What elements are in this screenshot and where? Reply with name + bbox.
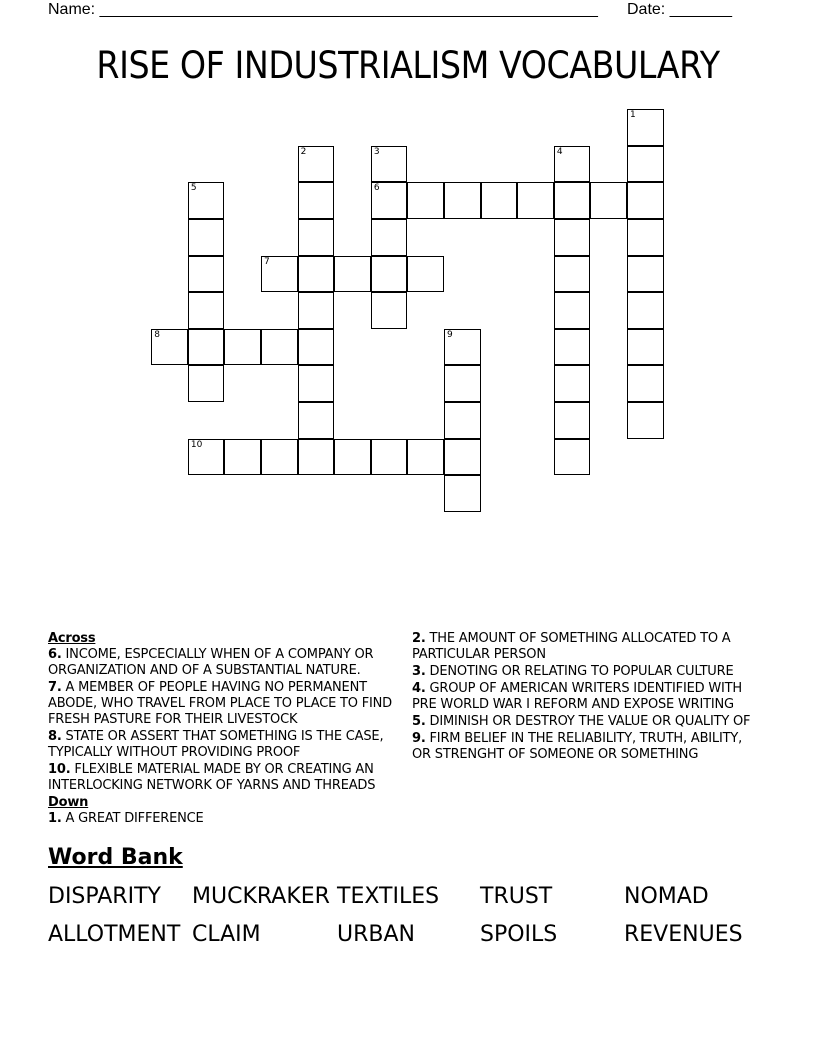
crossword-cell[interactable] [627,219,664,256]
crossword-cell[interactable] [151,329,188,366]
crossword-cell[interactable] [554,146,591,183]
clue-number: 6 [373,183,380,194]
crossword-cell[interactable] [371,292,408,329]
crossword-cell[interactable] [554,219,591,256]
crossword-cell[interactable] [444,475,481,512]
down-heading: Down [48,795,89,810]
word-bank-item: NOMAD [624,884,709,909]
word-bank-item: REVENUES [624,922,743,947]
crossword-cell[interactable] [554,365,591,402]
crossword-cell[interactable] [627,402,664,439]
clues-column-left [48,631,408,828]
clue-across-8: 8. STATE OR ASSERT THAT SOMETHING IS THE CASE, TYPICALLY WITHOUT PROVIDING PROOF [48,729,384,760]
crossword-cell[interactable] [407,182,444,219]
crossword-cell[interactable] [298,219,335,256]
crossword-cell[interactable] [371,439,408,476]
crossword-cell[interactable] [444,329,481,366]
clue-number: 5 [190,183,197,194]
crossword-cell[interactable] [188,365,225,402]
clue-down-9: 9. FIRM BELIEF IN THE RELIABILITY, TRUTH, ABILITY, OR STRENGHT OF SOMEONE OR SOMETHING [412,731,743,762]
clue-number: 2 [300,146,307,157]
crossword-cell[interactable] [371,182,408,219]
crossword-cell[interactable] [627,146,664,183]
clue-number: 10 [190,439,203,450]
crossword-cell[interactable] [627,292,664,329]
crossword-cell[interactable] [298,182,335,219]
clues-column-right [412,631,762,764]
date-field-label: Date: _______ [627,1,732,18]
crossword-cell[interactable] [444,365,481,402]
word-bank-item: TRUST [480,884,553,909]
clue-across-10: 10. FLEXIBLE MATERIAL MADE BY OR CREATING AN INTERLOCKING NETWORK OF YARNS AND THREADS [48,762,376,793]
clue-down-3: 3. DENOTING OR RELATING TO POPULAR CULTURE [412,664,734,679]
crossword-cell[interactable] [261,256,298,293]
page-title: RISE OF INDUSTRIALISM VOCABULARY [96,44,720,87]
clue-number: 1 [630,110,636,121]
crossword-cell[interactable] [298,402,335,439]
word-bank-item: SPOILS [480,922,558,947]
crossword-cell[interactable] [554,329,591,366]
crossword-cell[interactable] [481,182,518,219]
crossword-cell[interactable] [188,439,225,476]
clue-down-5: 5. DIMINISH OR DESTROY THE VALUE OR QUALITY OF [412,714,751,729]
word-bank-item: URBAN [337,922,415,947]
crossword-cell[interactable] [334,439,371,476]
crossword-cell[interactable] [554,292,591,329]
clue-down-2: 2. THE AMOUNT OF SOMETHING ALLOCATED TO A PARTICULAR PERSON [412,631,731,662]
crossword-cell[interactable] [627,365,664,402]
crossword-cell[interactable] [298,329,335,366]
clue-number: 3 [373,146,380,157]
clue-across-7: 7. A MEMBER OF PEOPLE HAVING NO PERMANENT ABODE, WHO TRAVEL FROM PLACE TO PLACE TO FIND FRESH PASTURE FOR THEIR LIVESTOCK [48,680,392,727]
crossword-cell[interactable] [188,219,225,256]
crossword-cell[interactable] [444,182,481,219]
crossword-cell[interactable] [334,256,371,293]
clue-number: 7 [264,256,270,267]
crossword-cell[interactable] [261,329,298,366]
word-bank-title: Word Bank [48,845,183,870]
crossword-cell[interactable] [261,439,298,476]
crossword-cell[interactable] [627,256,664,293]
clue-number: 8 [154,329,160,340]
across-heading: Across [48,631,96,646]
word-bank-item: ALLOTMENT [48,922,181,947]
crossword-cell[interactable] [627,182,664,219]
crossword-cell[interactable] [371,256,408,293]
crossword-cell[interactable] [224,439,261,476]
crossword-cell[interactable] [224,329,261,366]
word-bank-item: CLAIM [192,922,261,947]
crossword-cell[interactable] [188,292,225,329]
crossword-cell[interactable] [554,256,591,293]
crossword-cell[interactable] [407,256,444,293]
crossword-cell[interactable] [590,182,627,219]
crossword-cell[interactable] [188,329,225,366]
crossword-cell[interactable] [298,365,335,402]
crossword-cell[interactable] [517,182,554,219]
clue-across-6: 6. INCOME, ESPCECIALLY WHEN OF A COMPANY OR ORGANIZATION AND OF A SUBSTANTIAL NATURE. [48,647,374,678]
crossword-cell[interactable] [298,439,335,476]
clue-number: 4 [556,146,563,157]
crossword-cell[interactable] [371,219,408,256]
word-bank-item: MUCKRAKER [192,884,330,909]
word-bank-item: TEXTILES [337,884,440,909]
clue-down-4: 4. GROUP OF AMERICAN WRITERS IDENTIFIED WITH PRE WORLD WAR I REFORM AND EXPOSE WRITING [412,681,742,712]
clue-number: 9 [447,329,453,340]
crossword-cell[interactable] [298,146,335,183]
crossword-cell[interactable] [627,329,664,366]
crossword-cell[interactable] [554,182,591,219]
crossword-cell[interactable] [371,146,408,183]
clue-down-1: 1. A GREAT DIFFERENCE [48,811,204,826]
crossword-cell[interactable] [188,256,225,293]
crossword-cell[interactable] [407,439,444,476]
crossword-cell[interactable] [444,402,481,439]
crossword-cell[interactable] [554,439,591,476]
word-bank-item: DISPARITY [48,884,161,909]
crossword-cell[interactable] [627,109,664,146]
crossword-cell[interactable] [298,292,335,329]
crossword-cell[interactable] [298,256,335,293]
crossword-cell[interactable] [444,439,481,476]
crossword-cell[interactable] [188,182,225,219]
name-field-label: Name: ________________________________________________________ [48,1,598,18]
crossword-cell[interactable] [554,402,591,439]
